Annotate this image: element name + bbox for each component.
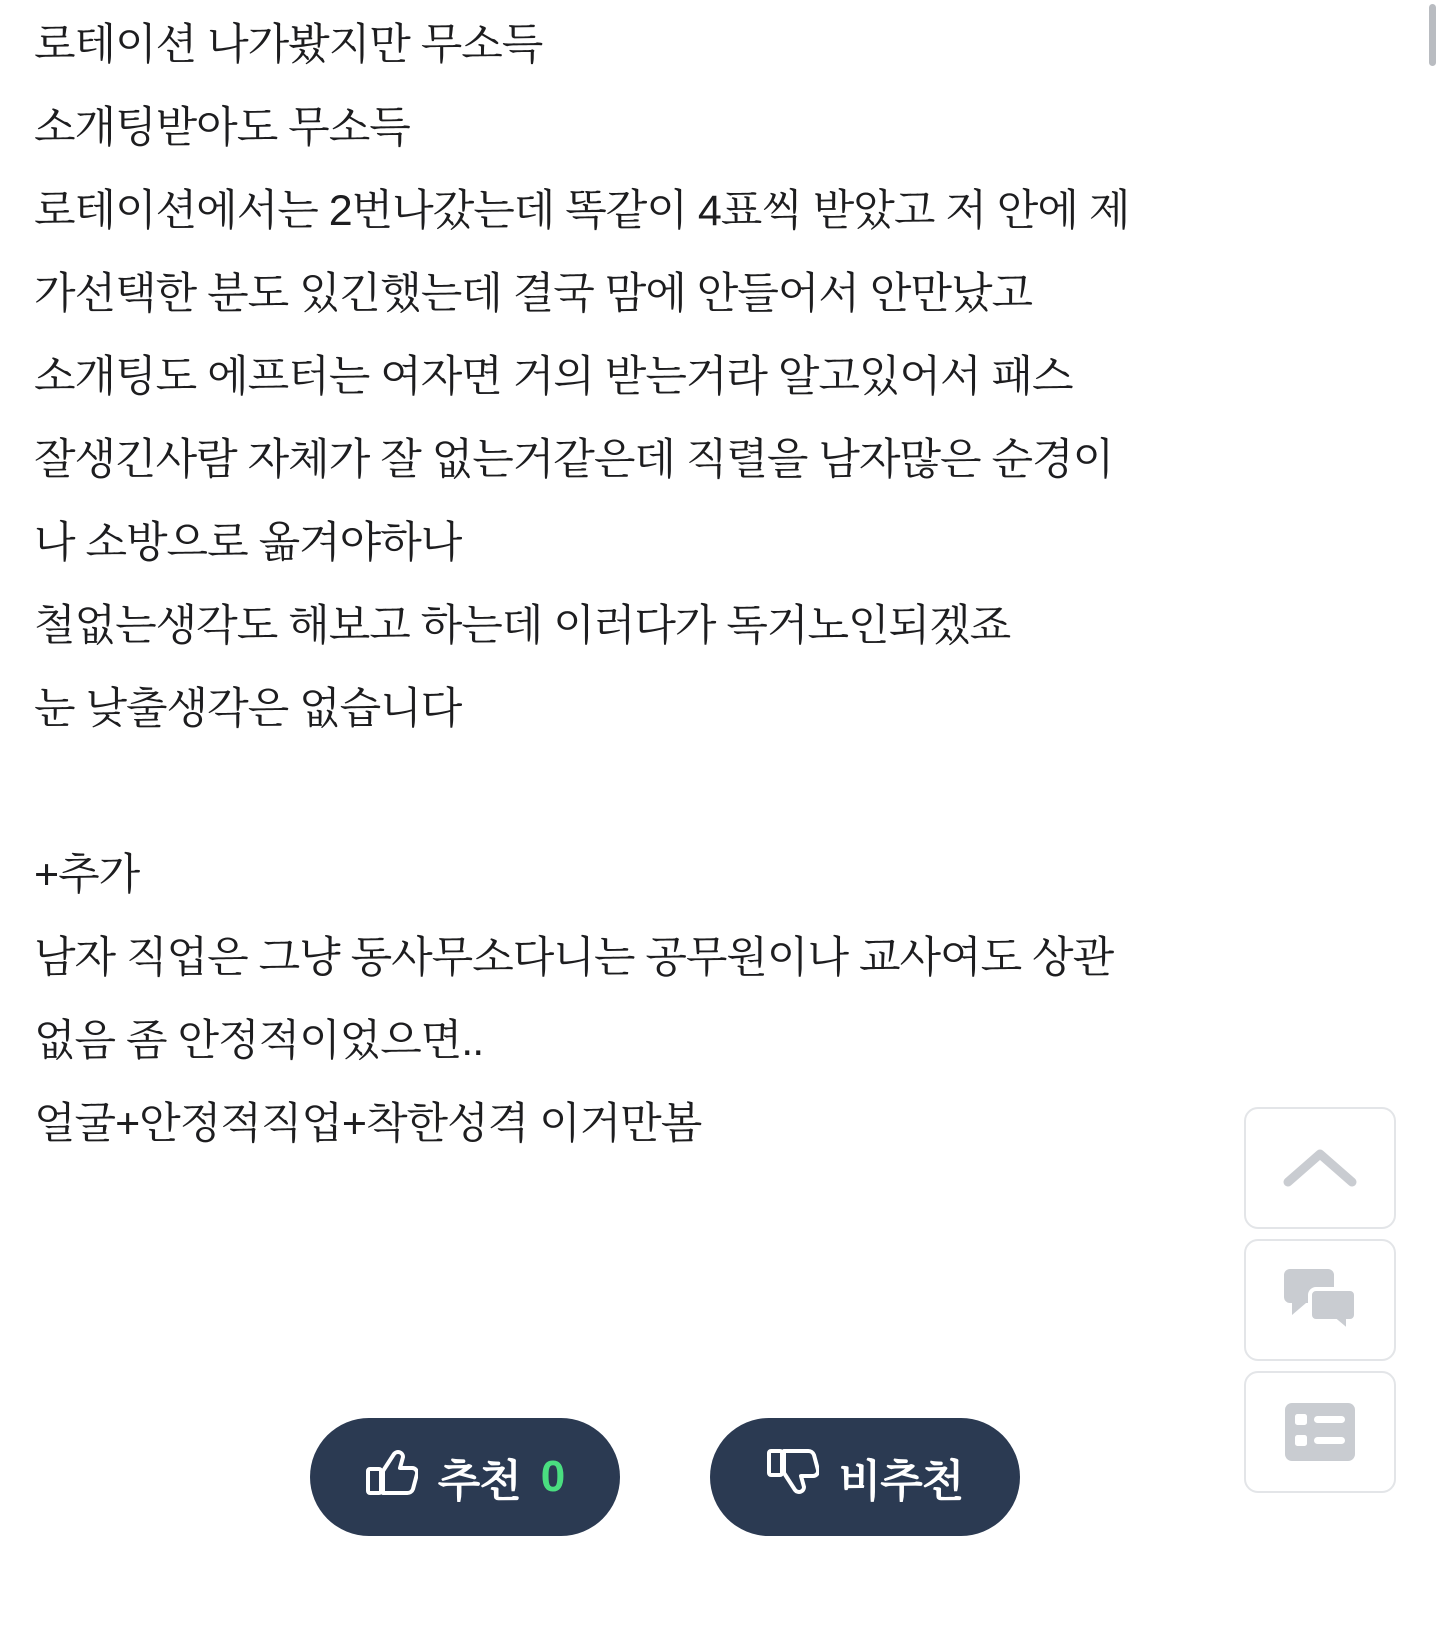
downvote-button[interactable] bbox=[710, 1418, 1020, 1536]
post-line: 로테이션에서는 2번나갔는데 똑같이 4표씩 받았고 저 안에 제 bbox=[34, 187, 1130, 235]
chevron-up-icon bbox=[1282, 1144, 1358, 1192]
post-line: 없음 좀 안정적이었으면.. bbox=[34, 1017, 484, 1065]
post-line: 눈 낮출생각은 없습니다 bbox=[34, 685, 462, 733]
post-line: 나 소방으로 옮겨야하나 bbox=[34, 519, 462, 567]
upvote-label: 추천 bbox=[437, 1457, 521, 1506]
vote-bar bbox=[0, 1418, 1330, 1536]
post-line: 로테이션 나가봤지만 무소득 bbox=[34, 21, 543, 69]
post-line: +추가 bbox=[34, 851, 140, 899]
comments-button[interactable] bbox=[1244, 1239, 1396, 1361]
upvote-count: 0 bbox=[540, 1452, 565, 1501]
post-line: 가선택한 분도 있긴했는데 결국 맘에 안들어서 안만났고 bbox=[34, 270, 1033, 318]
post-line: 철없는생각도 해보고 하는데 이러다가 독거노인되겠죠 bbox=[34, 602, 1011, 650]
scrollbar-thumb[interactable] bbox=[1429, 4, 1436, 66]
post-line: 소개팅받아도 무소득 bbox=[34, 104, 410, 152]
post-line: 소개팅도 에프터는 여자면 거의 받는거라 알고있어서 패스 bbox=[34, 353, 1073, 401]
scrollbar-track[interactable] bbox=[1428, 0, 1438, 1648]
downvote-label: 비추천 bbox=[838, 1457, 964, 1506]
post-line: 잘생긴사람 자체가 잘 없는거같은데 직렬을 남자많은 순경이 bbox=[34, 436, 1114, 484]
speech-bubbles-icon bbox=[1280, 1269, 1360, 1331]
thumbs-up-icon bbox=[366, 1447, 418, 1508]
upvote-button[interactable] bbox=[310, 1418, 620, 1536]
post-line: 얼굴+안정적직업+착한성격 이거만봄 bbox=[34, 1100, 702, 1148]
scroll-to-top-button[interactable] bbox=[1244, 1107, 1396, 1229]
post-line: 남자 직업은 그냥 동사무소다니는 공무원이나 교사여도 상관 bbox=[34, 934, 1114, 982]
thumbs-down-icon bbox=[767, 1447, 819, 1508]
post-line-spacer bbox=[34, 751, 1360, 834]
